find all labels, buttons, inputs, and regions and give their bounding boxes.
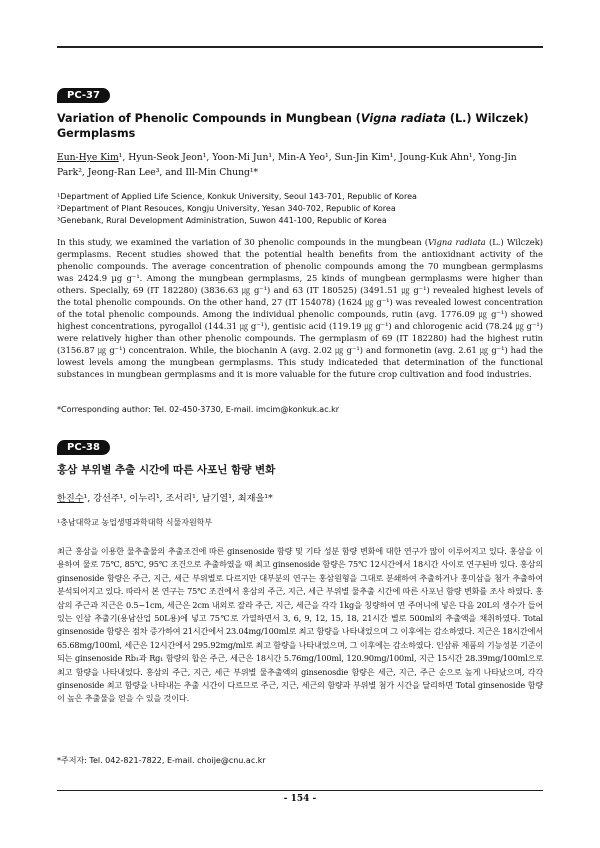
affiliation-3: ³Genebank, Rural Development Administration, Suwon 441-100, Republic of Korea bbox=[57, 216, 387, 225]
affiliation-pc38: ¹충남대학교 농업생명과학대학 식물자원학부 bbox=[57, 518, 213, 527]
bottom-rule bbox=[57, 790, 543, 791]
abstract-badge-pc37: PC-37 bbox=[57, 88, 110, 103]
body-species-italic: Vigna radiata bbox=[428, 237, 486, 247]
co-authors: ¹, 강선주¹, 이누리¹, 조서리¹, 남기열¹, 최재을¹* bbox=[83, 493, 273, 504]
presenting-author: 한진수 bbox=[57, 493, 84, 504]
abstract-title-pc38: 홍삼 부위별 추출 시간에 따른 사포닌 함량 변화 bbox=[57, 464, 276, 476]
title-part-1: Variation of Phenolic Compounds in Mungbean ( bbox=[57, 112, 361, 125]
abstract-badge-pc38: PC-38 bbox=[57, 440, 110, 455]
title-part-2: (L.) Wilczek) Germplasms bbox=[57, 112, 529, 140]
body-text-a: In this study, we examined the variation of 30 phenolic compounds in the mungbean ( bbox=[57, 237, 429, 247]
top-rule bbox=[57, 46, 543, 48]
author-list-pc38 bbox=[57, 491, 543, 506]
corresponding-author-pc38: *주저자: Tel. 042-821-7822, E-mail. choije@cnu.ac.kr bbox=[57, 756, 266, 765]
affiliations-pc37 bbox=[57, 191, 543, 227]
abstract-body-pc38: 최근 홍삼을 이용한 물추출물의 추출조건에 따른 ginsenoside 함량 및 기타 성분 함량 변화에 대한 연구가 많이 이루어지고 있다. 홍삼을 이용하여 물로 75℃, 85℃, 95℃ 조건으로 추출하였을 때 최고 ginsenoside 함량은 75℃ 12시간에서 18시간 사이로 연구된바 있다. 홍삼의 ginsenoside 함량은 주근, 지근, 세근 부위별로 다르지만 대부분의 연구는 홍삼원형을 그대로 분쇄하여 추출하거나 홍미삼을 첨가 추출하여 분석되어지고 있다. 따라서 본 연구는 75℃ 조건에서 홍삼의 주근, 지근, 세근 부위별 물추출 시간에 따른 사포닌 함량 변화를 조사 하였다. 홍삼의 주근과 지근은 0.5~1cm, 세근은 2cm 내외로 잘라 주근, 지근, 세근을 각각 1kg을 칭량하여 면 주머니에 넣은 다음 20L의 생수가 들어있는 인삼 추출기(용남산업 50L용)에 넣고 75℃로 가열하면서 3, 6, 9, 12, 15, 18, 21시간 별로 500ml의 추출액을 채취하였다. Total ginsenoside 함량은 점차 증가하여 21시간에서 23.04mg/100ml로 최고 함량을 나타내었으며 그 이후에는 감소하였다. 지근은 18시간에서 65.68mg/100ml, 세근은 12시간에서 295.92mg/ml로 최고 함량을 나타내었으며, 그 이후에는 감소하였다. 인삼류 제품의 기능성분 기준이 되는 ginsenoside Rb₁과 Rg₁ 함량의 합은 주근, 세근은 18시간 5.76mg/100ml, 120.90mg/100ml, 지근 15시간 28.39mg/100ml으로 최고 함량을 나타내었다. 홍삼의 주근, 지근, 세근 부위별 물추출액의 ginsenosdie 함량은 세근, 지근, 주근 순으로 높게 나타났으며, 각각 ginsenoside 최고 함량을 나타내는 추출 시간이 다르므로 주근, 지근, 세근의 함량과 부위별 첨가 시간을 달리하면 Total ginsenoside 함량이 높은 추출물을 얻을 수 있을 것이다. bbox=[57, 546, 543, 704]
abstract-body-pc37 bbox=[57, 236, 543, 380]
title-species-italic: Vigna radiata bbox=[360, 112, 446, 125]
affiliation-1: ¹Department of Applied Life Science, Konkuk University, Seoul 143-701, Republic of Korea bbox=[57, 192, 417, 201]
affiliation-2: ²Department of Plant Resouces, Kongju University, Yesan 340-702, Republic of Korea bbox=[57, 204, 396, 213]
page-number: - 154 - bbox=[283, 794, 317, 804]
corresponding-author-pc37: *Corresponding author: Tel. 02-450-3730, E-mail. imcim@konkuk.ac.kr bbox=[57, 405, 340, 414]
author-list-pc37 bbox=[57, 150, 543, 180]
body-text-b: (L.) Wilczek) germplasms. Recent studies showed that the potential health benefits from the antioxidnant activity of the phenolic compounds. The average concentration of phenolic compounds among the 70 mungbean germplasms was 2424.9 µg g⁻¹. Among the mungbean germplasms, 25 kinds of mungbean germplasms were higher than others. Specially, 69 (IT 182280) (3836.63 ㎍ g⁻¹) and 63 (IT 180525) (3491.51 ㎍ g⁻¹) revealed highest levels of the total phenolic compounds. On the other hand, 27 (IT 154078) (1624 ㎍ g⁻¹) was revealed lowest concentration of the total phenolic compounds. Among the individual phenolic compounds, rutin (avg. 1776.09 ㎍ g⁻¹) showed highest concentrations, pyrogallol (144.31 ㎍ g⁻¹), gentisic acid (119.19 ㎍ g⁻¹) and chlorogenic acid (78.24 ㎍ g⁻¹) were relatively higher than other phenolic compounds. The germplasm of 69 (IT 182280) had the highest rutin (3156.87 ㎍ g⁻¹) concentraion. While, the biochanin A (avg. 2.02 ㎍ g⁻¹) and formonetin (avg. 2.61 ㎍ g⁻¹) had the lowest levels among the mungbean germplasms. This study indicateded that determination of the functional substances in mungbean germplasms and it is more valuable for the future crop cultivation and food industries. bbox=[57, 237, 544, 379]
abstract-title-pc37 bbox=[57, 111, 543, 141]
presenting-author: Eun-Hye Kim bbox=[57, 152, 119, 163]
co-authors: ¹, Hyun-Seok Jeon¹, Yoon-Mi Jun¹, Min-A Yeo¹, Sun-Jin Kim¹, Joung-Kuk Ahn¹, Yong-Jin Park², Jeong-Ran Lee³, and Ill-Min Chung¹* bbox=[57, 152, 517, 178]
